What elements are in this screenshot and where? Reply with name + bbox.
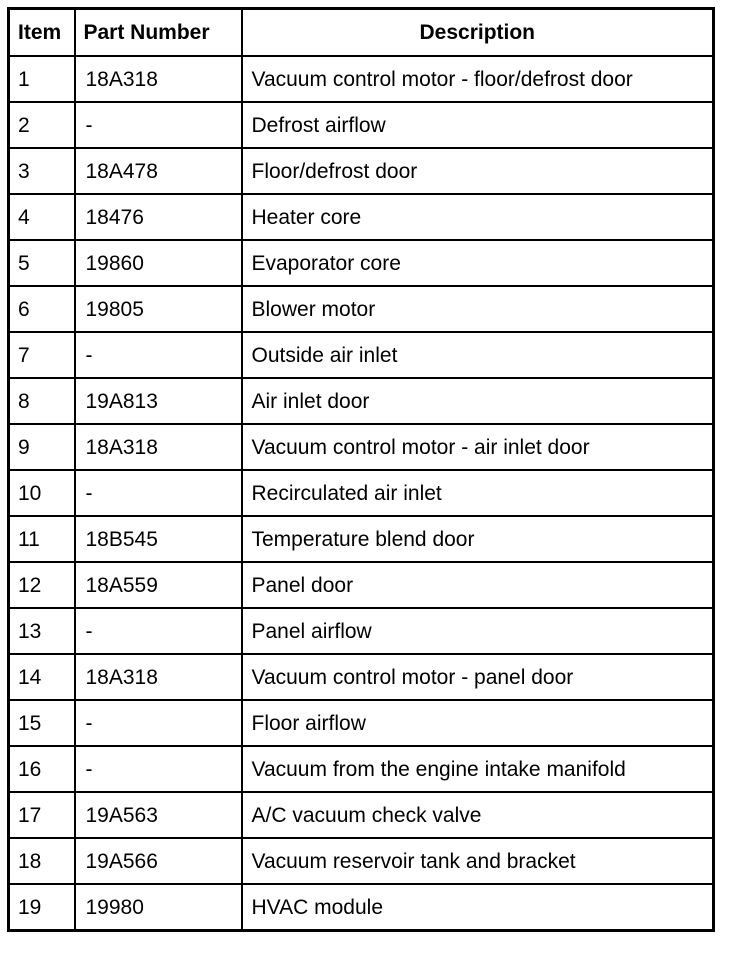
cell-part-number: 18A478: [75, 148, 242, 194]
table-row: [9, 654, 714, 700]
cell-part-number: 18A559: [75, 562, 242, 608]
cell-item: 10: [9, 470, 75, 516]
table-header-row: [9, 9, 714, 57]
table-row: [9, 194, 714, 240]
cell-part-number: -: [75, 700, 242, 746]
column-header-description: Description: [242, 9, 714, 57]
cell-part-number: 19A566: [75, 838, 242, 884]
cell-part-number: 19860: [75, 240, 242, 286]
cell-item: 15: [9, 700, 75, 746]
table-row: [9, 516, 714, 562]
table-body: [9, 56, 714, 931]
cell-description: Floor/defrost door: [242, 148, 714, 194]
cell-description: Panel airflow: [242, 608, 714, 654]
cell-description: Recirculated air inlet: [242, 470, 714, 516]
cell-description: Blower motor: [242, 286, 714, 332]
cell-description: Outside air inlet: [242, 332, 714, 378]
cell-part-number: 18B545: [75, 516, 242, 562]
table-row: [9, 378, 714, 424]
table-row: [9, 792, 714, 838]
table-row: [9, 838, 714, 884]
table-row: [9, 700, 714, 746]
cell-description: Vacuum control motor - floor/defrost door: [242, 56, 714, 102]
cell-description: A/C vacuum check valve: [242, 792, 714, 838]
cell-description: Air inlet door: [242, 378, 714, 424]
cell-item: 2: [9, 102, 75, 148]
parts-table: [7, 7, 715, 932]
cell-description: Temperature blend door: [242, 516, 714, 562]
cell-part-number: -: [75, 332, 242, 378]
cell-description: Vacuum reservoir tank and bracket: [242, 838, 714, 884]
cell-part-number: -: [75, 608, 242, 654]
table-row: [9, 148, 714, 194]
table-row: [9, 884, 714, 931]
cell-part-number: 18A318: [75, 654, 242, 700]
cell-description: Evaporator core: [242, 240, 714, 286]
table-row: [9, 56, 714, 102]
column-header-item: Item: [9, 9, 75, 57]
cell-item: 14: [9, 654, 75, 700]
cell-item: 4: [9, 194, 75, 240]
cell-part-number: 18476: [75, 194, 242, 240]
table-row: [9, 746, 714, 792]
cell-description: Vacuum control motor - air inlet door: [242, 424, 714, 470]
table-row: [9, 332, 714, 378]
cell-description: Panel door: [242, 562, 714, 608]
table-row: [9, 608, 714, 654]
table-row: [9, 562, 714, 608]
cell-description: Floor airflow: [242, 700, 714, 746]
cell-item: 17: [9, 792, 75, 838]
table-row: [9, 424, 714, 470]
cell-part-number: -: [75, 470, 242, 516]
table-row: [9, 286, 714, 332]
cell-item: 5: [9, 240, 75, 286]
cell-description: Defrost airflow: [242, 102, 714, 148]
cell-part-number: 18A318: [75, 424, 242, 470]
cell-part-number: 19980: [75, 884, 242, 931]
table-row: [9, 102, 714, 148]
cell-item: 6: [9, 286, 75, 332]
cell-part-number: 19A563: [75, 792, 242, 838]
table-row: [9, 470, 714, 516]
cell-description: Vacuum from the engine intake manifold: [242, 746, 714, 792]
cell-description: HVAC module: [242, 884, 714, 931]
cell-part-number: 19A813: [75, 378, 242, 424]
cell-item: 16: [9, 746, 75, 792]
cell-item: 9: [9, 424, 75, 470]
cell-description: Heater core: [242, 194, 714, 240]
cell-item: 19: [9, 884, 75, 931]
cell-item: 12: [9, 562, 75, 608]
cell-item: 8: [9, 378, 75, 424]
cell-item: 1: [9, 56, 75, 102]
cell-item: 7: [9, 332, 75, 378]
cell-item: 13: [9, 608, 75, 654]
cell-part-number: -: [75, 746, 242, 792]
cell-part-number: -: [75, 102, 242, 148]
cell-item: 18: [9, 838, 75, 884]
cell-part-number: 18A318: [75, 56, 242, 102]
cell-item: 11: [9, 516, 75, 562]
cell-part-number: 19805: [75, 286, 242, 332]
cell-item: 3: [9, 148, 75, 194]
table-row: [9, 240, 714, 286]
cell-description: Vacuum control motor - panel door: [242, 654, 714, 700]
column-header-part-number: Part Number: [75, 9, 242, 57]
